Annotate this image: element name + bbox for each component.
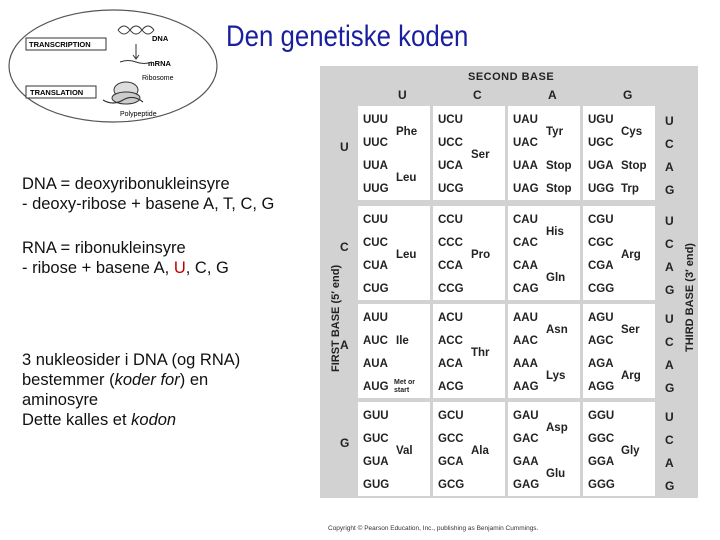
dna-helix-icon xyxy=(118,26,154,34)
translation-label: TRANSLATION xyxy=(30,88,84,97)
third-base-u-u: U xyxy=(665,114,674,128)
codon-uca: UCA xyxy=(438,160,463,172)
aa-stop-uag: Stop xyxy=(546,183,572,195)
codon-gcg: GCG xyxy=(438,479,465,491)
codon-gag: GAG xyxy=(513,479,540,491)
first-base-label: FIRST BASE (5′ end) xyxy=(330,264,342,372)
codon-cag: CAG xyxy=(513,283,539,295)
codon-gga: GGA xyxy=(588,456,615,468)
codon-acc: ACC xyxy=(438,335,463,347)
codon-guu: GUU xyxy=(363,410,389,422)
second-base-header: SECOND BASE xyxy=(468,71,555,83)
codon-gaa: GAA xyxy=(513,456,539,468)
third-base-u-g: G xyxy=(665,183,675,197)
codon-ucu: UCU xyxy=(438,114,463,126)
codon-ugc: UGC xyxy=(588,137,614,149)
polypeptide-label: Polypeptide xyxy=(120,111,157,118)
aa-stop-uaa: Stop xyxy=(546,160,572,172)
codon-ggc: GGC xyxy=(588,433,615,445)
aa-ser-uc: Ser xyxy=(471,148,490,161)
codon-aga: AGA xyxy=(588,358,614,370)
aa-val-gu: Val xyxy=(396,444,413,457)
codon-gua: GUA xyxy=(363,456,389,468)
aa-ile-au: Ile xyxy=(396,335,409,347)
codon-gca: GCA xyxy=(438,456,464,468)
mrna-label: mRNA xyxy=(148,59,171,68)
codon-gau: GAU xyxy=(513,410,539,422)
codon-gug: GUG xyxy=(363,479,390,491)
aa-asp-ga: Asp xyxy=(546,421,568,434)
aa-stop-uga: Stop xyxy=(621,160,647,172)
dna-label: DNA xyxy=(152,34,169,43)
copyright-notice: Copyright © Pearson Education, Inc., publishing as Benjamin Cummings. xyxy=(328,525,539,532)
third-base-g-c: C xyxy=(665,433,674,447)
third-base-c-a: A xyxy=(665,260,674,274)
codon-cug: CUG xyxy=(363,283,389,295)
codon-uaa: UAA xyxy=(513,160,538,172)
codon-cac: CAC xyxy=(513,237,538,249)
codon-acu: ACU xyxy=(438,312,463,324)
aa-gln-ca: Gln xyxy=(546,271,566,284)
codon-gac: GAC xyxy=(513,433,539,445)
rna-definition: RNA = ribonukleinsyre - ribose + basene A, U, C, G xyxy=(22,239,229,277)
codon-caa: CAA xyxy=(513,260,538,272)
aa-his-ca: His xyxy=(546,225,564,238)
codon-cau: CAU xyxy=(513,214,538,226)
codon-uua: UUA xyxy=(363,160,388,172)
codon-cuu: CUU xyxy=(363,214,388,226)
third-base-label: THIRD BASE (3′ end) xyxy=(684,243,696,352)
codon-ccu: CCU xyxy=(438,214,463,226)
second-base-g: G xyxy=(623,88,633,102)
codon-uga: UGA xyxy=(588,160,614,172)
aa-asn-aa: Asn xyxy=(546,323,568,336)
codon-aaa: AAA xyxy=(513,358,538,370)
codon-uau: UAU xyxy=(513,114,538,126)
codon-aua: AUA xyxy=(363,358,388,370)
codon-aau: AAU xyxy=(513,312,538,324)
third-base-a-c: C xyxy=(665,335,674,349)
first-base-c: C xyxy=(340,240,349,254)
aa-met-start-2: start xyxy=(394,387,410,394)
codon-uag: UAG xyxy=(513,183,539,195)
aa-ala-gc: Ala xyxy=(471,444,489,457)
codon-table xyxy=(320,66,698,498)
page-title: Den genetiske koden xyxy=(226,20,469,53)
codon-auc: AUC xyxy=(363,335,388,347)
aa-lys-aa: Lys xyxy=(546,369,566,382)
codon-aca: ACA xyxy=(438,358,463,370)
codon-uuc: UUC xyxy=(363,137,388,149)
second-base-c: C xyxy=(473,88,482,102)
codon-ccc: CCC xyxy=(438,237,463,249)
codon-uac: UAC xyxy=(513,137,538,149)
aa-pro-cc: Pro xyxy=(471,248,491,261)
aa-phe-uu: Phe xyxy=(396,125,418,138)
codon-cca: CCA xyxy=(438,260,463,272)
first-base-a: A xyxy=(340,338,349,352)
first-base-g: G xyxy=(340,436,350,450)
dna-definition: DNA = deoxyribonukleinsyre - deoxy-ribose + basene A, T, C, G xyxy=(22,175,275,213)
codon-aac: AAC xyxy=(513,335,538,347)
aa-met-start-1: Met or xyxy=(394,379,415,386)
codon-agu: AGU xyxy=(588,312,614,324)
aa-trp-ugg: Trp xyxy=(621,183,639,195)
codon-uug: UUG xyxy=(363,183,389,195)
codon-ucc: UCC xyxy=(438,137,463,149)
aa-leu-cu: Leu xyxy=(396,248,417,261)
codon-cgu: CGU xyxy=(588,214,614,226)
uracil-highlight: U xyxy=(173,259,186,277)
codon-cga: CGA xyxy=(588,260,614,272)
aa-arg-cg: Arg xyxy=(621,248,641,261)
third-base-c-g: G xyxy=(665,283,675,297)
aa-gly-gg: Gly xyxy=(621,444,640,457)
third-base-u-a: A xyxy=(665,160,674,174)
codon-ucg: UCG xyxy=(438,183,464,195)
second-base-a: A xyxy=(548,88,557,102)
ribosome-label: Ribosome xyxy=(142,75,174,82)
aa-cys-ug: Cys xyxy=(621,125,643,138)
third-base-u-c: C xyxy=(665,137,674,151)
codon-ggu: GGU xyxy=(588,410,615,422)
transcription-label: TRANSCRIPTION xyxy=(29,40,91,49)
third-base-g-g: G xyxy=(665,479,675,493)
codon-aag: AAG xyxy=(513,381,539,393)
codon-aug: AUG xyxy=(363,381,389,393)
aa-thr-ac: Thr xyxy=(471,346,490,359)
codon-ugu: UGU xyxy=(588,114,614,126)
codon-cgg: CGG xyxy=(588,283,615,295)
codon-gcc: GCC xyxy=(438,433,464,445)
codon-ccg: CCG xyxy=(438,283,464,295)
third-base-a-u: U xyxy=(665,312,674,326)
second-base-u: U xyxy=(398,88,407,102)
aa-glu-ga: Glu xyxy=(546,467,566,480)
codon-agg: AGG xyxy=(588,381,615,393)
codon-cuc: CUC xyxy=(363,237,388,249)
central-dogma-diagram xyxy=(8,8,223,126)
codon-auu: AUU xyxy=(363,312,388,324)
third-base-a-a: A xyxy=(665,358,674,372)
third-base-g-u: U xyxy=(665,410,674,424)
codon-agc: AGC xyxy=(588,335,614,347)
codon-ugg: UGG xyxy=(588,183,615,195)
codon-cua: CUA xyxy=(363,260,388,272)
third-base-c-c: C xyxy=(665,237,674,251)
codon-ggg: GGG xyxy=(588,479,615,491)
aa-ser-ag: Ser xyxy=(621,323,640,336)
codon-guc: GUC xyxy=(363,433,389,445)
codon-acg: ACG xyxy=(438,381,464,393)
codon-cgc: CGC xyxy=(588,237,614,249)
third-base-a-g: G xyxy=(665,381,675,395)
first-base-u: U xyxy=(340,140,349,154)
aa-arg-ag: Arg xyxy=(621,369,641,382)
codon-gcu: GCU xyxy=(438,410,464,422)
aa-tyr-ua: Tyr xyxy=(546,125,564,138)
third-base-g-a: A xyxy=(665,456,674,470)
codon-uuu: UUU xyxy=(363,114,388,126)
ribosome-icon xyxy=(112,82,140,104)
aa-leu-uu: Leu xyxy=(396,171,417,184)
third-base-c-u: U xyxy=(665,214,674,228)
codon-explanation: 3 nukleosider i DNA (og RNA) bestemmer (koder for) en aminosyre Dette kalles et kodon xyxy=(22,351,241,429)
